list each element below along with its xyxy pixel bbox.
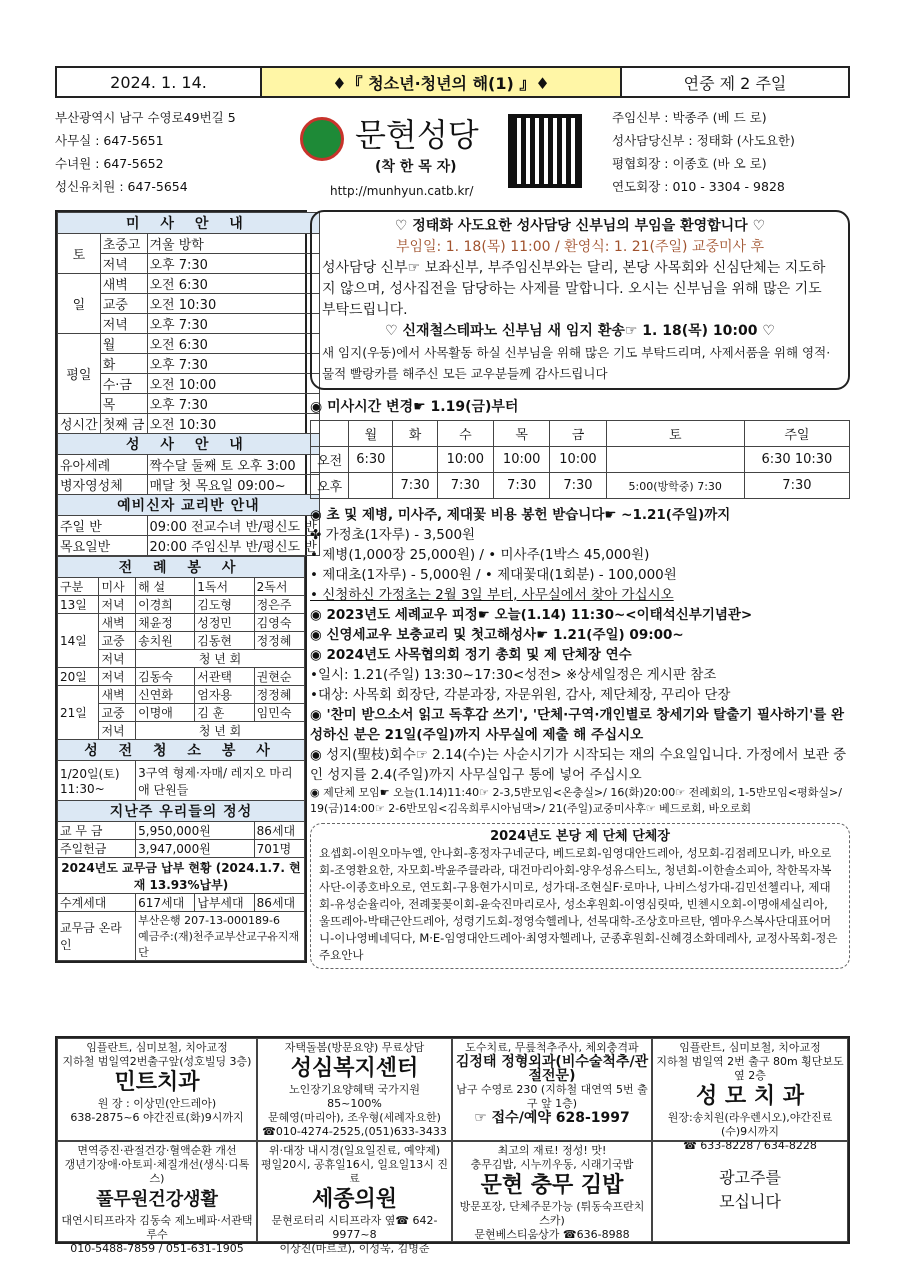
ad-seongsim-welfare[interactable]: 자택돌봄(방문요양) 무료상담 성심복지센터 노인장기요양혜택 국가지원 85~100% 문혜영(마리아), 조우형(세례자요한) ☎010-4274-2525,(051)633-3433 xyxy=(257,1038,452,1141)
funeral-president: 연도회장 : 010 - 3304 - 9828 xyxy=(612,179,785,194)
pastor: 주임신부 : 박종주 (베 드 로) xyxy=(612,110,767,125)
offering-title: 지난주 우리들의 정성 xyxy=(58,801,305,822)
welcome-notice: ♡ 정태화 사도요한 성사담당 신부님의 부임을 환영합니다 ♡ 부임일: 1. 18(목) 11:00 / 환영식: 1. 21(주일) 교중미사 후 성사담당 신부☞ 보좌신부, 부주임신부와는 달리, 본당 사목회와 신심단체는 지도하지 않으며, 성사집전을 담당하는 사제를 말합니다. 오시는 신부님을 위해 많은 기도 부탁드립니다. ♡ 신재철스테파노 신부님 새 임지 환송☞ 1. 18(목) 10:00 ♡ 새 임지(우동)에서 사목활동 하실 신부님을 위해 많은 기도 부탁드리며, 사제서품을 위해 영적·물적 빨랑카를 해주신 모든 교우분들께 감사드립니다 xyxy=(310,210,850,390)
sacrament-title: 성 사 안 내 xyxy=(58,434,320,455)
office-phone: 사무실 : 647-5651 xyxy=(55,133,164,148)
left-column: 미 사 안 내 토 초중고 겨울 방학 저녁 오후 7:30 일 새벽 오전 6:30 교중 오전 10:30 저녁 오후 7:30 평일 월 오전 6:30 화 오후 7:30 수·금 오전 10:00 목 오후 7:30 성시간 첫째 금 오전 10:30 성 사 안 내 유아세례 짝수달 둘째 토 오후 3:00 병자영성체 매달 첫 목요일 09:00~ 예비신자 교리반 안내 주일 반 09:00 전교수녀 반/평신도 반 목요일반 20:00 주임신부 반/평신도 반 전 례 봉 사 구분 미사 해 설 1독서 2독서 13일 저녁 이경희 김도형 정은주 14일 새벽 채윤정 성정민 김영숙 교중 송치원 김동현 정정혜 저녁 청 년 회 20일 저녁 김동숙 서관택 권현순 21일 새벽 신연화 엄자용 정정혜 교중 이명애 김 훈 임민숙 저녁 청 년 회 성 전 청 소 봉 사 1/20일(토) 11:30~ 3구역 형제·자매/ 레지오 마리애 단원들 지난주 우리들의 정성 교 무 금 5,950,000원 86세대 주일헌금 3,947,000원 701명 2024년도 교무금 납부 현황 (2024.1.7. 현재 13.93%납부) 수계세대 617세대 납부세대 86세대 교무금 온라인 부산은행 207-13-000189-6 예금주:(재)천주교부산교구유지재단 xyxy=(55,210,307,963)
ad-kim-orthopedics[interactable]: 도수치료, 무릎척추주사, 체외충격파 김정태 정형외과(비수술척추/관절전문) 남구 수영로 230 (지하철 대연역 5번 출구 앞 1층) ☞ 접수/예약 628-1997 xyxy=(452,1038,652,1141)
kindergarten-phone: 성신유치원 : 647-5654 xyxy=(55,179,188,194)
mass-schedule-table: 월 화 수 목 금 토 주일 오전 6:30 10:00 10:00 10:00 6:30 10:30 오후 7:30 7:30 7:30 7:30 5:00(방학중) 7:30 7:30 xyxy=(310,420,850,499)
ad-placeholder: 광고주를 모십니다 xyxy=(652,1141,848,1242)
ad-chungmu-gimbap[interactable]: 최고의 재료! 정성! 맛! 충무김밥, 시누끼우동, 시래기국밥 문현 충무 김밥 방문포장, 단체주문가능 (튀동숙프란치스카) 문현베스티움상가 ☎636-8988 xyxy=(452,1141,652,1242)
groups-box: 2024년도 본당 제 단체 단체장 요셉회-이원오마누엘, 안나회-홍정자구네군다, 베드로회-임영대안드레아, 성모회-김점레모니카, 바오로회-조영환요한, 자모회-박윤주클라라, 대건마리아회-양우성유스티노, 청년회-이한솔소피아, 착한목자복사단-이종호바오로, 연도회-구용현가시미로, 성가대-조현실F·로마나, 나비스성가대-김민선첼리나, 제대회-유성순율리아, 전례꽃꽂이회-윤숙진마리로사, 성소후원회-이영심릿따, 빈첸시오회-이명애세실리아, 울뜨레아-박태근안드레아, 성령기도회-정영숙헬레나, 선목대학-조상호마르탄, 엠마우스복사단대표어머니-이나영베네딕다, M·E-임영대안드레아·최영자헬레나, 군종후원회-신혜경소화데레사, 교정사목회-정은주요안나 xyxy=(310,823,850,969)
church-motto: (착 한 목 자) xyxy=(375,159,457,175)
mass-title: 미 사 안 내 xyxy=(58,213,320,234)
schedule-title: ◉ 미사시간 변경☛ 1.19(금)부터 xyxy=(310,399,519,415)
church-logo-icon xyxy=(300,117,344,161)
staff-list xyxy=(612,106,852,198)
theme-title: ♦『 청소년·청년의 해(1) 』♦ xyxy=(262,68,622,96)
church-url[interactable]: http://munhyun.catb.kr/ xyxy=(330,184,474,198)
council-president: 평협회장 : 이종호 (바 오 로) xyxy=(612,156,767,171)
liturgical-week: 연중 제 2 주일 xyxy=(683,73,787,93)
liturgy-title: 전 례 봉 사 xyxy=(58,557,305,578)
catechumen-title: 예비신자 교리반 안내 xyxy=(58,495,320,516)
issue-date: 2024. 1. 14. xyxy=(57,68,262,96)
ad-sejong-clinic[interactable]: 위·대장 내시경(일요일진료, 예약제) 평일20시, 공휴일16시, 일요일13시 진료 세종의원 문현로터리 시티프라자 옆☎ 642-9977~8 이상진(마르코), 이성욱, 김명준 xyxy=(257,1141,452,1242)
contact-info xyxy=(55,106,295,198)
notice-list: ◉ 초 및 제병, 미사주, 제대꽃 비용 봉헌 받습니다☛ ~1.21(주일)까지 ✤ 가정초(1자루) - 3,500원 • 제병(1,000장 25,000원) / • 미사주(1박스 45,000원) • 제대초(1자루) - 5,000원 / • 제대꽃대(1회분) - 100,000원 • 신청하신 가정초는 2월 3일 부터, 사무실에서 찾아 가십시오 ◉ 2023년도 세례교우 피정☛ 오늘(1.14) 11:30~<이태석신부기념관> ◉ 신영세교우 보충교리 및 첫고해성사☛ 1.21(주일) 09:00~ ◉ 2024년도 사목협의회 정기 총회 및 제 단체장 연수 •일시: 1.21(주일) 13:30~17:30<성전> ※상세일정은 게시판 참조 •대상: 사목회 회장단, 각분과장, 자문위원, 감사, 제단체장, 꾸리아 단장 ◉ '찬미 받으소서 읽고 독후감 쓰기', '단체·구역·개인별로 창세기와 탈출기 필사하기'를 완성하신 분은 21일(주일)까지 사무실에 제출 해 주십시오 ◉ 성지(聖枝)회수☞ 2.14(수)는 사순시기가 시작되는 재의 수요일입니다. 가정에서 보관 중인 성지를 2.4(주일)까지 사무실입구 통에 넣어 주십시오 ◉ 제단체 모임☛ 오늘(1.14)11:40☞ 2-3,5반모임<온충실>/ 16(화)20:00☞ 전례회의, 1-5반모임<평화실>/ 19(금)14:00☞ 2-6반모임<김옥희루시아님댁>/ 21(주일)교중미사후☞ 베드로회, 바오로회 xyxy=(310,507,847,815)
ad-mint-dental[interactable]: 임플란트, 심미보철, 치아교정 지하철 범일역2번출구앞(성호빌딩 3층) 민트치과 원 장 : 이상민(안드레아) 638-2875~6 야간진료(화)9시까지 xyxy=(57,1038,257,1141)
header-bar xyxy=(55,66,850,98)
ad-pulmuone[interactable]: 면역증진·관절건강·혈액순환 개선 갱년기장애·아토피·체질개선(생식·디톡스) 풀무원건강생활 대연시티프라자 김동숙 제노베파·서관택 루수 010-5488-7859 / 051-631-1905 xyxy=(57,1141,257,1242)
address: 부산광역시 남구 수영로49번길 5 xyxy=(55,110,236,125)
qr-code-icon[interactable] xyxy=(508,114,582,188)
nuns-phone: 수녀원 : 647-5652 xyxy=(55,156,164,171)
ad-seongmo-dental[interactable]: 임플란트, 심미보철, 치아교정 지하철 범일역 2번 출구 80m 횡단보도 옆 2층 성 모 치 과 원장:송치원(라우렌시오),야간진료(수)9시까지 ☎ 633-8228 / 634-8228 xyxy=(652,1038,848,1141)
church-name: 문현성당 xyxy=(355,116,479,154)
cleaning-title: 성 전 청 소 봉 사 xyxy=(58,740,305,761)
right-column xyxy=(310,210,850,969)
sacrament-priest: 성사담당신부 : 정태화 (사도요한) xyxy=(612,133,795,148)
ads-section xyxy=(55,1036,850,1255)
